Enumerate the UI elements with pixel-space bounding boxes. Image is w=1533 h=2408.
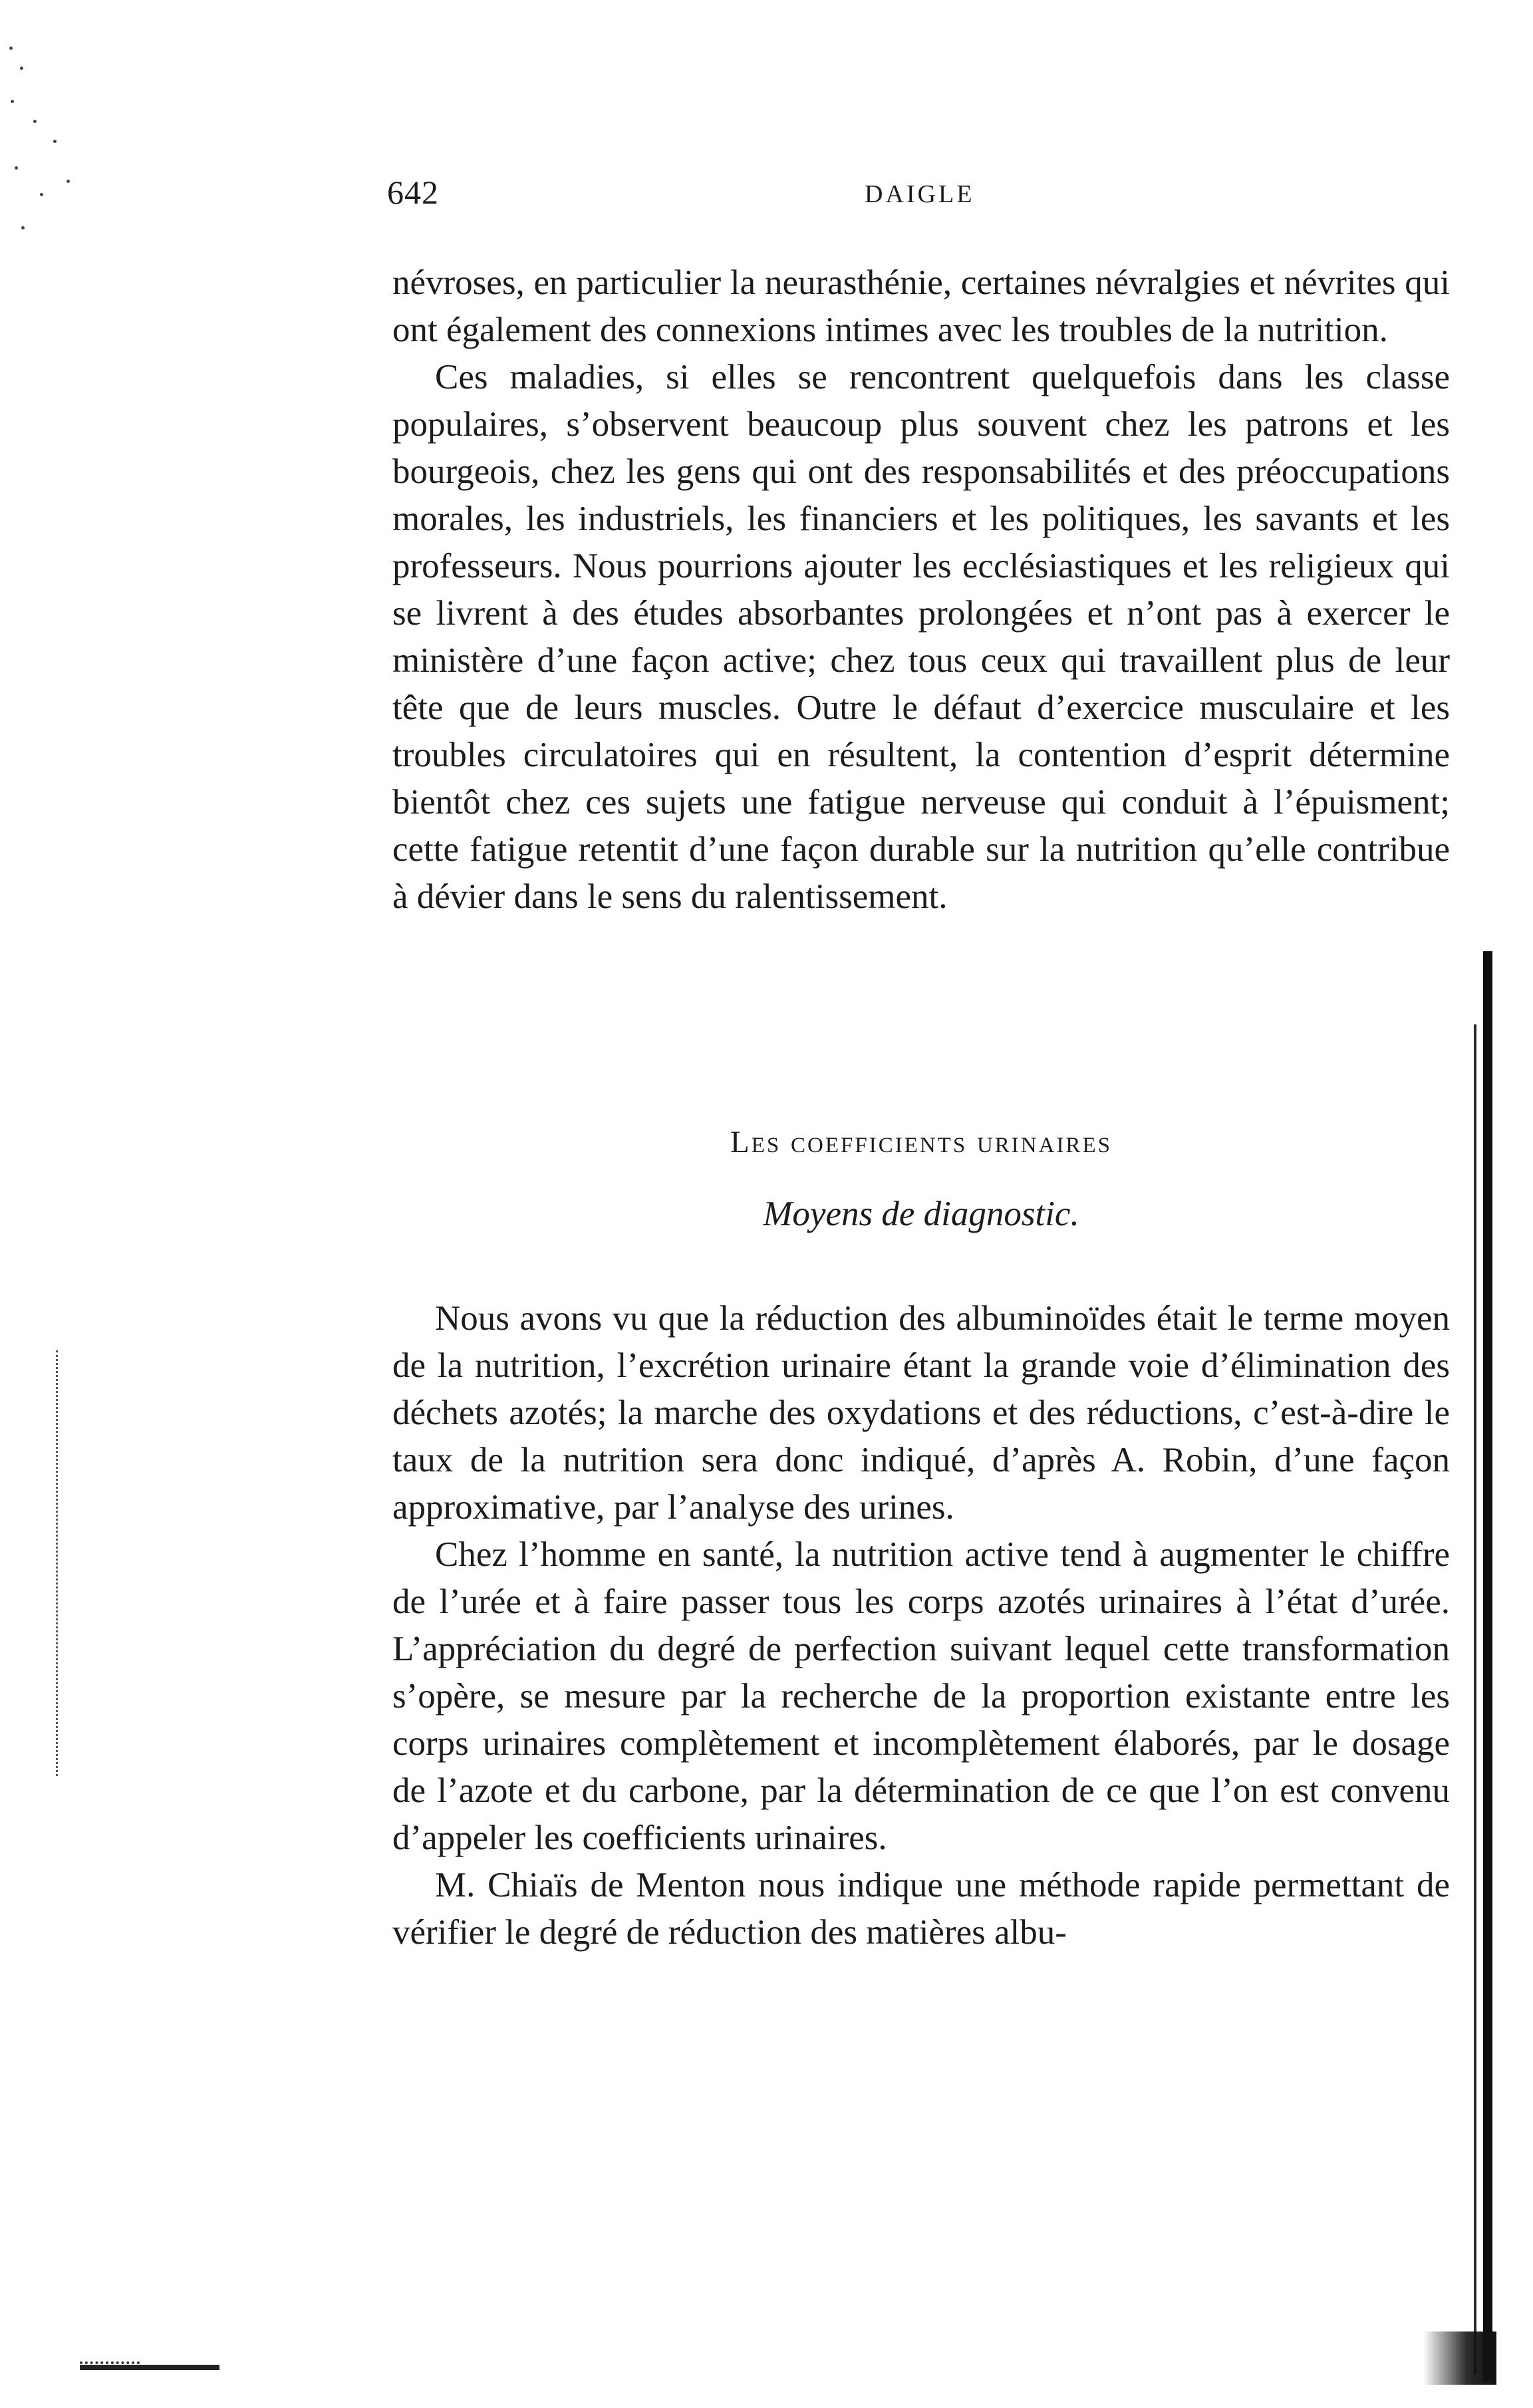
scan-artifact-top-left bbox=[7, 40, 86, 259]
paragraph: névroses, en particulier la neurasthénie, certaines névralgies et névrites qui ont également des connexions intimes avec les troubles de la nutrition. bbox=[392, 263, 1450, 349]
scan-artifact-bottom-right bbox=[1423, 2332, 1496, 2385]
scan-artifact-bottom-left-rule bbox=[80, 2365, 219, 2370]
paragraph: M. Chiaïs de Menton nous indique une méthode rapide permettant de vérifier le degré de réduction des matières albu- bbox=[392, 1866, 1450, 1952]
section-title: Les coefficients urinaires bbox=[730, 1125, 1112, 1159]
section-subtitle: Moyens de diagnostic. bbox=[763, 1195, 1079, 1233]
paragraph: Chez l’homme en santé, la nutrition active tend à augmenter le chiffre de l’urée et à faire passer tous les corps azotés urinaires à l’état d’urée. L’appréciation du degré de perfection suivant lequel cette transformation s’opère, se mesure par la recherche de la proportion existante entre les corps urinaires complètement et incomplètement élaborés, par le dosage de l’azote et du carbone, par la détermination de ce que l’on est convenu d’appeler les coefficients urinaires. bbox=[392, 1535, 1450, 1857]
scan-artifact-left-dotted-line bbox=[56, 1350, 62, 1776]
paragraph: Ces maladies, si elles se rencontrent quelquefois dans les classe populaires, s’observent beaucoup plus souvent chez les patrons et les bourgeois, chez les gens qui ont des responsabilités et des préoccupations morales, les industriels, les financiers et les politiques, les savants et les professeurs. Nous pourrions ajouter les ecclésiastiques et les religieux qui se livrent à des études absorbantes prolongées et n’ont pas à exercer le ministère d’une façon active; chez tous ceux qui travaillent plus de leur tête que de leurs muscles. Outre le défaut d’exercice musculaire et les troubles circulatoires qui en résultent, la contention d’esprit détermine bientôt chez ces sujets une fatigue nerveuse qui conduit à l’épuisment; cette fatigue retentit d’une façon durable sur la nutrition qu’elle contribue à dévier dans le sens du ralentissement. bbox=[392, 358, 1450, 916]
paragraph: Nous avons vu que la réduction des albuminoïdes était le terme moyen de la nutrition, l’excrétion urinaire étant la grande voie d’élimination des déchets azotés; la marche des oxydations et des réductions, c’est-à-dire le taux de la nutrition sera donc indiqué, d’après A. Robin, d’une façon approximative, par l’analyse des urines. bbox=[392, 1299, 1450, 1527]
page-number: 642 bbox=[387, 174, 439, 211]
scan-artifact-right-edge bbox=[1483, 951, 1492, 2381]
text-block-upper bbox=[392, 259, 1450, 921]
scan-artifact-right-edge-thin bbox=[1474, 1024, 1476, 2375]
running-head: DAIGLE bbox=[865, 180, 975, 208]
scan-artifact-bottom-left-dots bbox=[80, 2341, 140, 2364]
text-block-lower bbox=[392, 1295, 1450, 1956]
